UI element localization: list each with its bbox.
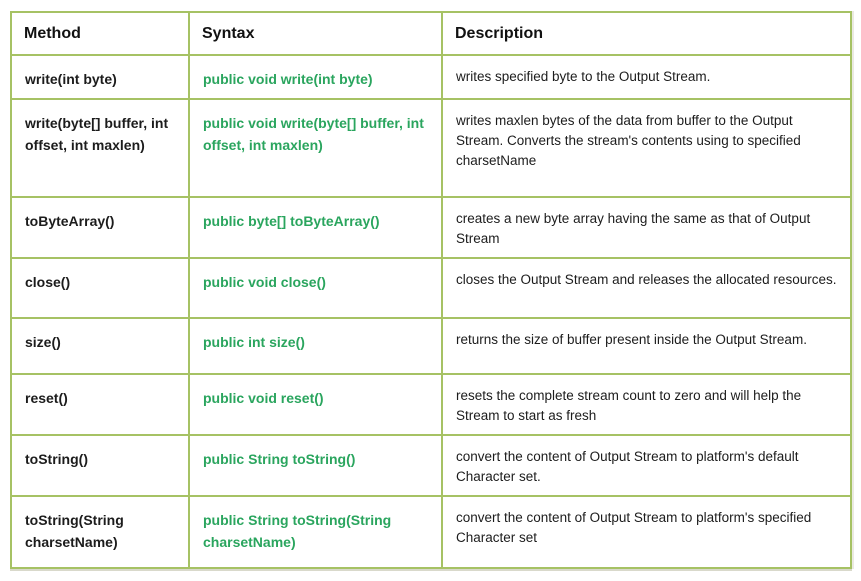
- description-cell: convert the content of Output Stream to platform's specified Character set: [442, 496, 851, 568]
- method-cell: close(): [11, 258, 189, 318]
- methods-table: [10, 11, 852, 569]
- header-row: [11, 12, 851, 55]
- syntax-cell: public String toString(): [189, 435, 442, 496]
- description-cell: closes the Output Stream and releases the allocated resources.: [442, 258, 851, 318]
- table-row: [11, 496, 851, 568]
- table-body: [11, 55, 851, 568]
- description-cell: resets the complete stream count to zero and will help the Stream to start as fresh: [442, 374, 851, 435]
- method-cell: reset(): [11, 374, 189, 435]
- method-cell: write(int byte): [11, 55, 189, 99]
- table-row: [11, 318, 851, 374]
- syntax-cell: public void reset(): [189, 374, 442, 435]
- syntax-cell: public void write(byte[] buffer, int offset, int maxlen): [189, 99, 442, 197]
- column-header-method: Method: [11, 12, 189, 55]
- method-cell: write(byte[] buffer, int offset, int maxlen): [11, 99, 189, 197]
- method-cell: size(): [11, 318, 189, 374]
- syntax-cell: public void write(int byte): [189, 55, 442, 99]
- description-cell: creates a new byte array having the same as that of Output Stream: [442, 197, 851, 258]
- table-row: [11, 99, 851, 197]
- table-row: [11, 55, 851, 99]
- description-cell: writes specified byte to the Output Stream.: [442, 55, 851, 99]
- syntax-cell: public int size(): [189, 318, 442, 374]
- column-header-syntax: Syntax: [189, 12, 442, 55]
- syntax-cell: public void close(): [189, 258, 442, 318]
- table-row: [11, 197, 851, 258]
- description-cell: writes maxlen bytes of the data from buffer to the Output Stream. Converts the stream's contents using to specified charsetName: [442, 99, 851, 197]
- description-cell: returns the size of buffer present inside the Output Stream.: [442, 318, 851, 374]
- method-cell: toString(): [11, 435, 189, 496]
- table-row: [11, 258, 851, 318]
- table-row: [11, 374, 851, 435]
- method-cell: toByteArray(): [11, 197, 189, 258]
- syntax-cell: public byte[] toByteArray(): [189, 197, 442, 258]
- column-header-description: Description: [442, 12, 851, 55]
- table-row: [11, 435, 851, 496]
- syntax-cell: public String toString(String charsetName): [189, 496, 442, 568]
- description-cell: convert the content of Output Stream to platform's default Character set.: [442, 435, 851, 496]
- method-cell: toString(String charsetName): [11, 496, 189, 568]
